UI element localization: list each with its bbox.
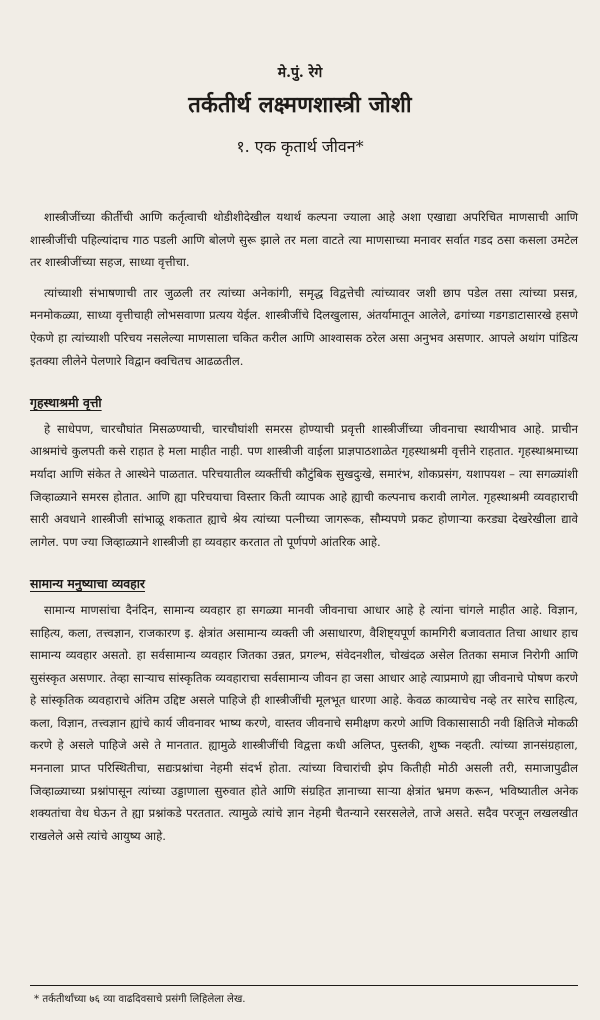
article-body xyxy=(30,206,578,855)
author-name: मे.पुं. रेगे xyxy=(277,65,323,81)
footnote-divider xyxy=(30,985,578,986)
intro-paragraph-2: त्यांच्याशी संभाषणाची तार जुळली तर त्यांच्या अनेकांगी, समृद्ध विद्वत्तेची त्यांच्यावर जशी छाप पडेल तसा त्यांच्या प्रसन्न, मनमोकळ्या, साध्या वृत्तीचाही लोभसवाणा प्रत्यय येईल. शास्त्रीजींचे दिलखुलास, अंतर्यामातून आलेले, ढगांच्या गडगडाटासारखे हसणे ऐकणे हा त्यांच्याशी परिचय नसलेल्या माणसाला चकित करील आणि आश्वासक ठरेल असा अनुभव असणार. आपले अथांग पांडित्य इतक्या लीलेने पेलणारे विद्वान क्वचितच आढळतील. xyxy=(30,285,578,368)
section1-paragraph: हे साधेपण, चारचौघांत मिसळण्याची, चारचौघांशी समरस होण्याची प्रवृत्ती शास्त्रीजींच्या जीवनाचा स्थायीभाव आहे. प्राचीन आश्रमांचे कुलपती कसे राहात हे मला माहीत नाही. पण शास्त्रीजी वाईला प्राज्ञपाठशाळेत गृहस्थाश्रमी वृत्तीने राहतात. गृहस्थाश्रमाच्या मर्यादा आणि संकेत ते आस्थेने पाळतात. परिचयातील व्यक्तींची कौटुंबिक सुखदुःखे, समारंभ, शोकप्रसंग, यशापयश – त्या सगळ्यांशी जिव्हाळ्याने समरस होतात. आणि ह्या परिचयाचा विस्तार किती व्यापक आहे ह्याची कल्पनाच करावी लागेल. गृहस्थाश्रमी व्यवहाराची सारी अवधाने शास्त्रीजी सांभाळू शकतात ह्याचे श्रेय त्यांच्या पत्नीच्या जागरूक, सौम्यपणे प्रकट होणाऱ्या करड्या देखरेखीला द्यावे लागेल. पण ज्या जिव्हाळ्याने शास्त्रीजी हा व्यवहार करतात तो पूर्णपणे आंतरिक आहे. xyxy=(30,421,578,549)
section2-paragraph: सामान्य माणसांचा दैनंदिन, सामान्य व्यवहार हा सगळ्या मानवी जीवनाचा आधार आहे हे त्यांना चांगले माहीत आहे. विज्ञान, साहित्य, कला, तत्त्वज्ञान, राजकारण इ. क्षेत्रांत असामान्य व्यक्ती जी असाधारण, वैशिष्ट्यपूर्ण कामगिरी बजावतात तिचा आधार हाच सामान्य व्यवहार असतो. हा सर्वसामान्य व्यवहार जितका उन्नत, प्रगल्भ, संवेदनशील, चोखंदळ असेल तितका समाज निरोगी आणि सुसंस्कृत असणार. तेव्हा साऱ्याच सांस्कृतिक व्यवहाराचा सर्वसामान्य जीवन हा जसा आधार आहे त्याप्रमाणे ह्या जीवनाचे पोषण करणे हे सांस्कृतिक व्यवहाराचे अंतिम उद्दिष्ट असले पाहिजे ही शास्त्रीजींची मूलभूत धारणा आहे. केवळ काव्याचेच नव्हे तर सारेच साहित्य, कला, विज्ञान, तत्त्वज्ञान ह्यांचे कार्य जीवनावर भाष्य करणे, वास्तव जीवनाचे समीक्षण करणे आणि विकासासाठी नवी क्षितिजे मोकळी करणे हे असले पाहिजे असे ते मानतात. ह्यामुळे शास्त्रीजींची विद्वत्ता कधी अलिप्त, पुस्तकी, शुष्क नव्हती. त्यांच्या ज्ञानसंग्रहाला, मननाला प्राप्त परिस्थितीचा, सद्यःप्रश्नांचा नेहमी संदर्भ होता. त्यांच्या विचारांची झेप कितीही मोठी असली तरी, समाजापुढील जिव्हाळ्याच्या प्रश्नांपासून त्यांच्या उड्डाणाला सुरुवात होते आणि संग्रहित ज्ञानाच्या साऱ्या क्षेत्रांत भ्रमण करून, भविष्यातील अनेक शक्यतांचा वेध घेऊन ते ह्या प्रश्नांकडे परततात. त्यामुळे त्यांचे ज्ञान नेहमी चैतन्याने रसरसलेले, ताजे असते. सदैव परजून लखलखीत राखलेले असे त्यांचे आयुष्य आहे. xyxy=(30,602,578,843)
article-subtitle: १. एक कृतार्थ जीवन* xyxy=(236,137,364,156)
intro-paragraph-1: शास्त्रीजींच्या कीर्तीची आणि कर्तृत्वाची थोडीशीदेखील यथार्थ कल्पना ज्याला आहे अशा एखाद्या अपरिचित माणसाची आणि शास्त्रीजींची पहिल्यांदाच गाठ पडली आणि बोलणे सुरू झाले तर मला वाटते त्या माणसाच्या मनावर सर्वात गडद ठसा कसला उमटेल तर शास्त्रीजींच्या सहज, साध्या वृत्तीचा. xyxy=(30,210,578,270)
section-heading-samanya: सामान्य मनुष्याचा व्यवहार xyxy=(30,576,146,592)
section-heading-grihastha: गृहस्थाश्रमी वृत्ती xyxy=(30,395,102,411)
footnote: * तर्कतीर्थांच्या ७६ व्या वाढदिवसाचे प्रसंगी लिहिलेला लेख. xyxy=(34,994,246,1005)
article-title: तर्कतीर्थ लक्ष्मणशास्त्री जोशी xyxy=(188,92,412,118)
